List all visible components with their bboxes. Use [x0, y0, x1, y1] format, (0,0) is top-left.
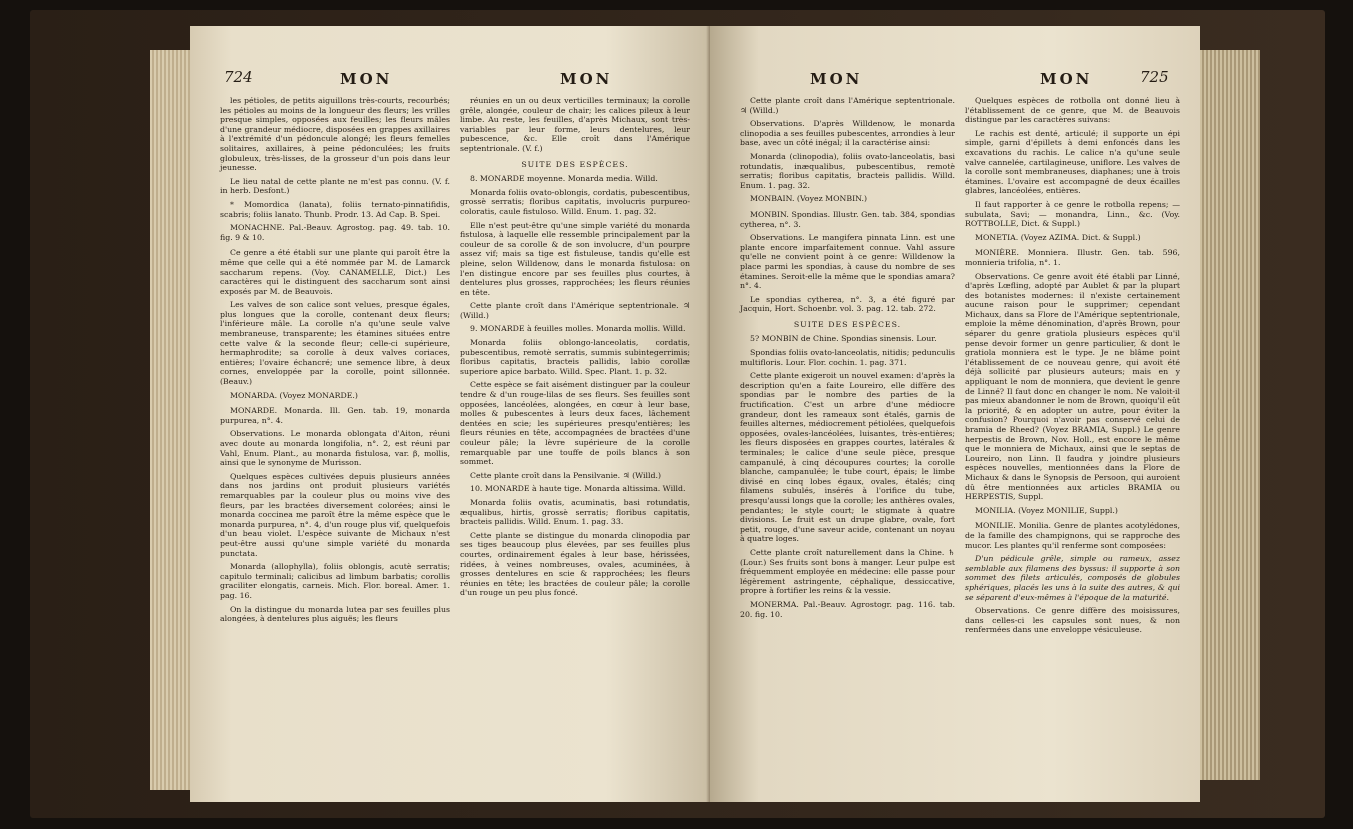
- paragraph: Observations. Ce genre avoit été établi par Linné, d'après Lœfling, adopté par Aublet & par la plupart des botanistes modernes: il n'existe certainement aucune raison pour le supprimer; cependant Michaux, dans sa Flore de l'Amérique septentrionale, emploie la même dénomination, d'après Brown, pour séparer du genre gratiola plusieurs espèces qu'il pense devoir former un genre particulier, & dont le gratiola monniera est le type. Je ne blâme point l'établissement de ce nouveau genre, qui avoit été déjà sollicité par plusieurs auteurs; mais en y appliquant le nom de monniera, que devient le genre de Linné? Il faut donc en changer le nom. Ne valoit-il pas mieux abandonner le nom de Brown, quoiqu'il eût la priorité, & en adopter un autre, pour éviter la confusion? Pourquoi n'avoir pas conservé celui de bramia de Rheed? (Voyez BRAMIA, Suppl.) Le genre herpestis de Brown, Nov. Holl., est encore le même que le monniera de Michaux, ainsi que le septas de Loureiro, non Linn. Il faudra y joindre plusieurs espèces nouvelles, mentionnées dans la Flore de Michaux & dans le Synopsis de Persoon, qui auroient dû être mentionnées aux articles BRAMIA ou HERPESTIS, Suppl.: [965, 271, 1180, 502]
- entry: MONILIE. Monilia. Genre de plantes acotylédones, de la famille des champignons, qui se rapproche des mucor. Les plantes qu'il renferme sont composées:: [965, 521, 1180, 550]
- paragraph: Monarda foliis ovato-oblongis, cordatis, pubescentibus, grossè serratis; floribus capitatis, involucris purpureo-coloratis, caule fistuloso. Willd. Enum. 1. pag. 32.: [460, 187, 690, 216]
- running-head-right: MON: [560, 70, 613, 88]
- text-column-1: [740, 96, 955, 623]
- paragraph: Monarda (allophylla), foliis oblongis, acutè serratis; capitulo terminali; calicibus ad limbum barbatis; corollis graciliter elongatis, carneis. Mich. Flor. boreal. Amer. 1. pag. 16.: [220, 562, 450, 600]
- entry: MONETIA. (Voyez AZIMA. Dict. & Suppl.): [975, 232, 1141, 242]
- entry: MONACHNE. Pal.-Beauv. Agrostog. pag. 49. tab. 10. fig. 9 & 10.: [220, 223, 450, 242]
- entry: MONARDE. Monarda. Ill. Gen. tab. 19, monarda purpurea, n°. 4.: [220, 406, 450, 425]
- running-head-left: MON: [810, 70, 863, 88]
- paragraph: Cette espèce se fait aisément distinguer par la couleur tendre & d'un rouge-lilas de ses fleurs. Ses feuilles sont opposées, lancéolées, alongées, en cœur à leur base, molles & pubescentes à leurs deux faces, lâchement dentées en scie; les supérieures presqu'entières; les fleurs réunies en tête, accompagnées de bractées d'une couleur pâle; la lèvre supérieure de la corolle remarquable par une touffe de poils blancs à son sommet.: [460, 380, 690, 467]
- paragraph: les pétioles, de petits aiguillons très-courts, recourbés; les pétioles au moins de la longueur des fleurs; les vrilles presque simples, opposées aux feuilles; les fleurs mâles d'une grandeur médiocre, disposées en grappes axillaires à l'extrémité d'un pédoncule alongé; les fleurs femelles solitaires, axillaires, à peine pédonculées; les fruits globuleux, très-lisses, de la grosseur d'un pois dans leur jeunesse.: [220, 96, 450, 173]
- entry: 8. MONARDE moyenne. Monarda media. Willd.: [470, 174, 658, 184]
- paragraph: Quelques espèces cultivées depuis plusieurs années dans nos jardins ont produit plusieurs variétés remarquables par la couleur plus ou moins vive des fleurs, par les bractées diversement colorées; ainsi le monarda coccinea me paroît être la même espèce que le monarda purpurea, n°. 4, d'un rouge plus vif, quelquefois d'un beau violet. L'espèce suivante de Michaux n'est peut-être aussi qu'une simple variété du monarda punctata.: [220, 471, 450, 558]
- page-number: 725: [1140, 68, 1169, 86]
- text-column-1: [220, 96, 450, 628]
- paragraph: D'un pédicule grêle, simple ou rameux, assez semblable aux filamens des byssus: il supporte à son sommet des filets articulés, composés de globules sphériques, placés les uns à la suite des autres, & qui se séparent d'eux-mêmes à l'époque de la maturité.: [965, 554, 1180, 602]
- entry: MONERMA. Pal.-Beauv. Agrostogr. pag. 116. tab. 20. fig. 10.: [740, 599, 955, 619]
- page-stack-left: [150, 50, 190, 790]
- paragraph: Monarda (clinopodia), foliis ovato-lanceolatis, basi rotundatis, inæqualibus, pubescentibus, remotè serratis; floribus capitatis, bracteis pallidis. Willd. Enum. 1. pag. 32.: [740, 151, 955, 190]
- page-number: 724: [224, 68, 253, 86]
- paragraph: Le rachis est denté, articulé; il supporte un épi simple, garni d'épillets à demi enfoncés dans les excavations du rachis. Le calice n'a qu'une seule valve cannelée, cartilagineuse, uniflore. Les valves de la corolle sont membraneuses, diaphanes; une à trois étamines. L'ovaire est accompagné de deux écailles glabres, lancéolées, entières.: [965, 128, 1180, 196]
- open-book: [30, 10, 1325, 818]
- paragraph: Les valves de son calice sont velues, presque égales, plus longues que la corolle, contenant deux fleurs; l'inférieure mâle. La corolle n'a qu'une seule valve membraneuse, transparente; les étamines situées entre cette valve & la seconde fleur; celle-ci supérieure, hermaphrodite; sa corolle à deux valves coriaces, entières; l'ovaire échancré; une semence libre, à deux cornes, enveloppée par la corolle, point sillonnée. (Beauv.): [220, 300, 450, 387]
- paragraph: Monarda foliis ovatis, acuminatis, basi rotundatis, æqualibus, hirtis, grossè serratis; floribus capitatis, bracteis pallidis. Willd. Enum. 1. pag. 33.: [460, 497, 690, 527]
- entry: 9. MONARDE à feuilles molles. Monarda mollis. Willd.: [470, 324, 686, 334]
- paragraph: Elle n'est peut-être qu'une simple variété du monarda fistulosa, à laquelle elle ressemble principalement par la couleur de sa corolle & de son involucre, d'un pourpre assez vif; mais sa tige est fistuleuse, tandis qu'elle est pleine, selon Willdenow, dans le monarda fistulosa: on l'en distingue encore par ses feuilles plus courtes, à dentelures plus grosses, rapprochées; les fleurs réunies en tête.: [460, 220, 690, 297]
- running-head-left: MON: [340, 70, 393, 88]
- section-heading: SUITE DES ESPÈCES.: [521, 159, 629, 169]
- running-head-right: MON: [1040, 70, 1093, 88]
- paragraph: Monarda foliis oblongo-lanceolatis, cordatis, pubescentibus, remotè serratis, summis subintegerrimis; floribus capitatis, bracteis pallidis, labio corollæ superiore apice barbato. Willd. Spec. Plant. 1. p. 32.: [460, 338, 690, 376]
- entry: 5? MONBIN de Chine. Spondias sinensis. Lour.: [750, 334, 937, 344]
- entry: MONBIN. Spondias. Illustr. Gen. tab. 384, spondias cytherea, n°. 3.: [740, 209, 955, 229]
- right-page: [710, 26, 1200, 802]
- entry: MONARDA. (Voyez MONARDE.): [230, 390, 358, 400]
- paragraph: Spondias foliis ovato-lanceolatis, nitidis; pedunculis multifloris. Lour. Flor. cochin. 1. pag. 371.: [740, 348, 955, 367]
- text-column-2: [965, 96, 1180, 639]
- paragraph: Cette plante croît dans l'Amérique septentrionale. ♃ (Willd.): [740, 96, 955, 115]
- left-page: [190, 26, 710, 802]
- entry: MONBAIN. (Voyez MONBIN.): [750, 194, 868, 204]
- paragraph: Observations. D'après Willdenow, le monarda clinopodia a ses feuilles pubescentes, arrondies à leur base, avec un côté inégal; il la caractérise ainsi:: [740, 119, 955, 148]
- paragraph: On la distingue du monarda lutea par ses feuilles plus alongées, à dentelures plus aiguës; les fleurs: [220, 604, 450, 624]
- paragraph: Il faut rapporter à ce genre le rotbolla repens; — subulata, Savi; — monandra, Linn., &c. (Voy. ROTTBOLLE, Dict. & Suppl.): [965, 199, 1180, 229]
- entry: MONIÈRE. Monniera. Illustr. Gen. tab. 596, monnieria trifolia, n°. 1.: [965, 248, 1180, 267]
- paragraph: Ce genre a été établi sur une plante qui paroît être la même que celle qui a été nommée par M. de Lamarck saccharum repens. (Voy. CANAMELLE, Dict.) Les caractères qui le distinguent des saccharum sont ainsi exposés par M. de Beauvois.: [220, 248, 450, 296]
- text-column-2: [460, 96, 690, 602]
- entry: MONILIA. (Voyez MONILIE, Suppl.): [975, 505, 1118, 515]
- paragraph: Le spondias cytherea, n°. 3, a été figuré par Jacquin, Hort. Schoenbr. vol. 3. pag. 12. tab. 272.: [740, 294, 955, 314]
- paragraph: Cette plante exigeroit un nouvel examen: d'après la description qu'en a faite Loureiro, elle diffère des spondias par le nombre des parties de la fructification. C'est un arbre d'une médiocre grandeur, dont les rameaux sont étalés, garnis de feuilles alternes, médiocrement pétiolées, quelquefois opposées, ovales-lancéolées, luisantes, très-entières; les fleurs disposées en grappes courtes, latérales & terminales; le calice d'une seule pièce, presque campanulé, à cinq découpures courtes; la corolle blanche, campanulée; le tube court, épais; le limbe divisé en cinq lobes égaux, ovales, étalés; cinq filamens subulés, insérés à l'orifice du tube, presqu'aussi longs que la corolle; les anthères ovales, pendantes; le style court; le stigmate à quatre divisions. Le fruit est un drupe glabre, ovale, fort petit, rouge, d'une saveur acide, contenant un noyau à quatre loges.: [740, 371, 955, 544]
- paragraph: Cette plante se distingue du monarda clinopodia par ses tiges beaucoup plus élevées, par ses feuilles plus courtes, ordinairement égales à leur base, hérissées, ridées, à veines nombreuses, ovales, acuminées, à grosses dentelures en scie & rapprochées; les fleurs réunies en tête; les bractées de couleur pâle; la corolle d'un rouge un peu plus foncé.: [460, 530, 690, 598]
- paragraph: Cette plante croît dans l'Amérique septentrionale. ♃ (Willd.): [460, 301, 690, 320]
- paragraph: Observations. Le mangifera pinnata Linn. est une plante encore imparfaitement connue. Vahl assure qu'elle ne convient point à ce genre: Willdenow la place parmi les spondias, à cause du nombre de ses étamines. Seroit-elle la même que le spondias amara? n°. 4.: [740, 233, 955, 291]
- paragraph: Le lieu natal de cette plante ne m'est pas connu. (V. f. in herb. Desfont.): [220, 176, 450, 196]
- paragraph: Cette plante croît dans la Pensilvanie. ♃ (Willd.): [470, 470, 662, 480]
- paragraph: réunies en un ou deux verticilles terminaux; la corolle grêle, alongée, couleur de chair; les calices pileux à leur limbe. Au reste, les feuilles, d'après Michaux, sont très-variables par leur forme, leurs dentelures, leur pubescence, &c. Elle croît dans l'Amérique septentrionale. (V. f.): [460, 96, 690, 153]
- paragraph: * Momordica (lanata), foliis ternato-pinnatifidis, scabris; foliis lanato. Thunb. Prodr. 13. Ad Cap. B. Spei.: [220, 199, 450, 219]
- entry: 10. MONARDE à haute tige. Monarda altissima. Willd.: [470, 484, 686, 494]
- page-stack-right: [1200, 50, 1260, 780]
- paragraph: Cette plante croît naturellement dans la Chine. ♄ (Lour.) Ses fruits sont bons à manger. Leur pulpe est fréquemment employée en médecine: elle passe pour légèrement astringente, céphalique, dessiccative, propre à fortifier les reins & la vessie.: [740, 547, 955, 596]
- paragraph: Quelques espèces de rotbolla ont donné lieu à l'établissement de ce genre, que M. de Beauvois distingue par les caractères suivans:: [965, 96, 1180, 125]
- paragraph: Observations. Le monarda oblongata d'Aiton, réuni avec doute au monarda longifolia, n°. 2, est réuni par Vahl, Enum. Plant., au monarda fistulosa, var. β, mollis, ainsi que le synonyme de Murisson.: [220, 429, 450, 468]
- paragraph: Observations. Ce genre diffère des moisissures, dans celles-ci les capsules sont nues, & non renfermées dans une enveloppe vésiculeuse.: [965, 606, 1180, 635]
- section-heading: SUITE DES ESPÈCES.: [793, 319, 902, 329]
